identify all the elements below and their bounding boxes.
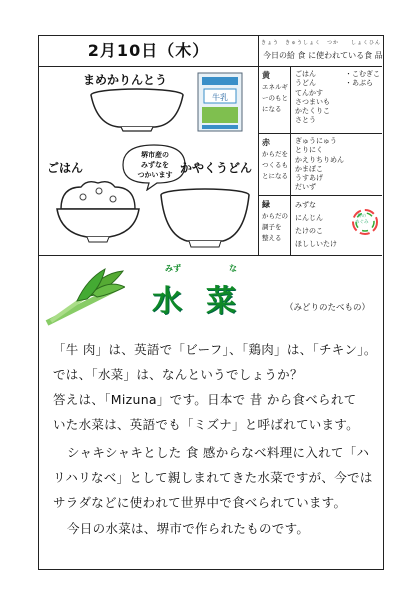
svg-text:牛乳: 牛乳	[212, 93, 228, 102]
group-red	[259, 134, 382, 196]
article-line-1: 「牛 肉」は、英語で「ビーフ」、「鶏肉」は、「チキン」。	[53, 342, 377, 357]
group-yellow	[259, 67, 382, 134]
group-yellow-foods: ごはん うどん てんかす さつまいも かたくりこ さとう	[295, 70, 330, 125]
group-yellow-foods-extra: ・こむぎこ ・あぶら	[345, 70, 380, 88]
header-ruby: きょう きゅうしょく つか しょくひん	[261, 40, 382, 46]
article-line-7: サラダなどに使われて世界中で食べられています。	[53, 495, 347, 510]
mizuna-article	[39, 257, 382, 568]
header	[39, 36, 382, 67]
article-subtitle: （みどりのたべもの）	[285, 303, 371, 313]
mizuna-vegetable-illustration	[43, 267, 125, 327]
udon-bowl-illustration	[157, 187, 253, 251]
title-ruby-2: な	[229, 264, 237, 273]
article-title: 水菜	[152, 284, 260, 319]
food-pictures	[39, 67, 259, 255]
bubble-text: 堺市産の みずなを つかいます	[137, 151, 173, 179]
header-title-text: 今日の給 食 に使われている食 品	[263, 51, 383, 60]
menu-sheet	[38, 35, 384, 570]
gohan-label: ごはん	[47, 161, 84, 175]
group-red-desc: 赤 からだを つくるも とになる	[259, 134, 291, 195]
menu-section	[39, 67, 382, 256]
group-green-foods: みずな にんじん たけのこ ほししいたけ	[295, 201, 337, 248]
kayakudon-label: かやくうどん	[180, 161, 253, 175]
article-line-3: 答えは、「Mizuna」です。日本で 昔 から食べられて	[53, 392, 357, 407]
sakai-megumi-logo-text: 堺の めぐみ	[355, 214, 369, 225]
group-red-foods: ぎゅうにゅう とりにく かえりちりめん かまぼこ うすあげ だいず	[295, 137, 344, 192]
milk-carton-icon	[194, 71, 246, 133]
article-line-2: では、「水菜」は、なんというでしょうか？	[53, 367, 303, 382]
article-line-5: シャキシャキとした 食 感からなべ料理に入れて「ハ	[67, 445, 370, 460]
mamekarin-label: まめかりんとう	[83, 73, 168, 87]
article-line-6: リハリなべ」として親しまれてきた水菜ですが、今では	[53, 470, 373, 485]
header-title	[261, 36, 381, 66]
mamekarin-bowl-illustration	[87, 87, 187, 132]
group-green	[259, 196, 382, 255]
group-green-desc: 緑 からだの 調子を 整える	[259, 196, 291, 255]
article-line-8: 今日の水菜は、堺市で作られたものです。	[67, 521, 310, 536]
date-title: 2月10日（木）	[39, 36, 259, 66]
title-ruby-1: みず	[165, 264, 181, 273]
group-yellow-desc: 黄 エネルギ ーのもと になる	[259, 67, 291, 133]
article-line-4: いた水菜は、英語でも「ミズナ」と呼ばれています。	[53, 417, 359, 432]
